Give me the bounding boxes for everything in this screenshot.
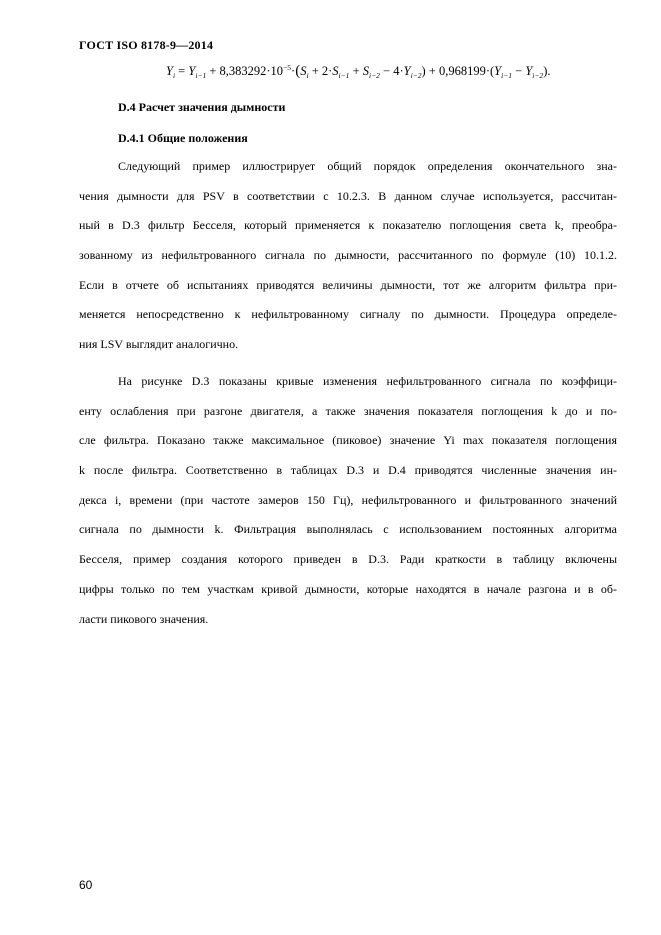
formula-exp: −5 [283, 63, 292, 72]
paragraph-line: k после фильтра. Соответственно в таблицах D.3 и D.4 приводятся численные значения ин- [79, 463, 617, 478]
formula-mid3: − 4· [379, 64, 404, 78]
page-number: 60 [79, 878, 93, 892]
formula-mid4: − [512, 64, 526, 78]
paragraph-line: ласти пикового значения. [79, 611, 209, 626]
formula-coef: + 8,383292·10 [206, 64, 284, 78]
paragraph-line: Бесселя, пример создания которого приведен в D.3. Ради краткости в таблицу включены [79, 552, 617, 567]
formula-eq: = [175, 64, 189, 78]
paragraph-line: енту ослабления при разгоне двигателя, а также значения показателя поглощения k до и по- [79, 403, 617, 418]
paragraph-line: Если в отчете об испытаниях приводятся величины дымности, тот же алгоритм фильтра при- [79, 277, 617, 292]
formula-y2: Y [403, 64, 411, 78]
formula-lhs: Y [166, 64, 173, 78]
paragraph-line: цифры только по тем участкам кривой дымности, которые находятся в начале разгона и в об- [79, 581, 617, 596]
formula-y4-sub: i−2 [532, 71, 544, 80]
formula-s3: S [362, 64, 369, 78]
paragraph-1 [79, 152, 617, 360]
formula-s2: S [332, 64, 339, 78]
paragraph-line: декса i, времени (при частоте замеров 150 Гц), нефильтрованного и фильтрованного значений [79, 492, 617, 507]
formula-close1: ) + 0,968199·( [421, 64, 495, 78]
formula-y4: Y [525, 64, 533, 78]
formula-paren-open: ( [295, 63, 301, 79]
formula-lhs-sub: i [172, 71, 176, 80]
paragraph-line: сле фильтра. Показано также максимальное (пиковое) значение Yi max показателя поглощения [79, 433, 617, 448]
paragraph-line: меняется непосредственно к нефильтрованному сигналу по дымности. Процедура определе- [79, 307, 617, 322]
formula-s1: S [300, 64, 307, 78]
paragraph-line: ный в D.3 фильтр Бесселя, который применяется к показателю поглощения света k, преобра- [79, 218, 617, 233]
formula-y1-sub: i−1 [195, 71, 207, 80]
paragraph-line: На рисунке D.3 показаны кривые изменения нефильтрованного сигнала по коэффици- [118, 374, 617, 388]
paragraph-line: Следующий пример иллюстрирует общий порядок определения окончательного зна- [118, 159, 617, 173]
section-heading-d4: D.4 Расчет значения дымности [118, 100, 286, 114]
bessel-filter-formula [166, 63, 550, 80]
formula-dot: · [291, 64, 296, 78]
paragraph-line: зованному из нефильтрованного сигнала по дымности, рассчитанного по формуле (10) 10.1.2. [79, 248, 617, 263]
formula-y3: Y [494, 64, 502, 78]
paragraph-line: чения дымности для PSV в соответствии с 10.2.3. В данном случае используется, рассчитан- [79, 188, 617, 203]
formula-s2-sub: i−1 [338, 71, 350, 80]
formula-mid1: + 2· [308, 64, 333, 78]
paragraph-line: сигнала по дымности k. Фильтрация выполнялась с использованием постоянных алгоритма [79, 522, 617, 537]
formula-close2: ). [543, 64, 551, 78]
section-heading-d41: D.4.1 Общие положения [118, 131, 248, 145]
formula-s3-sub: i−2 [369, 71, 380, 80]
formula-y2-sub: i−2 [410, 71, 422, 80]
document-header: ГОСТ ISO 8178-9—2014 [79, 38, 214, 52]
formula-mid2: + [349, 64, 363, 78]
formula-y3-sub: i−1 [501, 71, 513, 80]
paragraph-line: ния LSV выглядит аналогично. [79, 337, 239, 352]
formula-y1: Y [188, 64, 196, 78]
formula-s1-sub: i [306, 71, 309, 80]
paragraph-2 [79, 367, 617, 634]
